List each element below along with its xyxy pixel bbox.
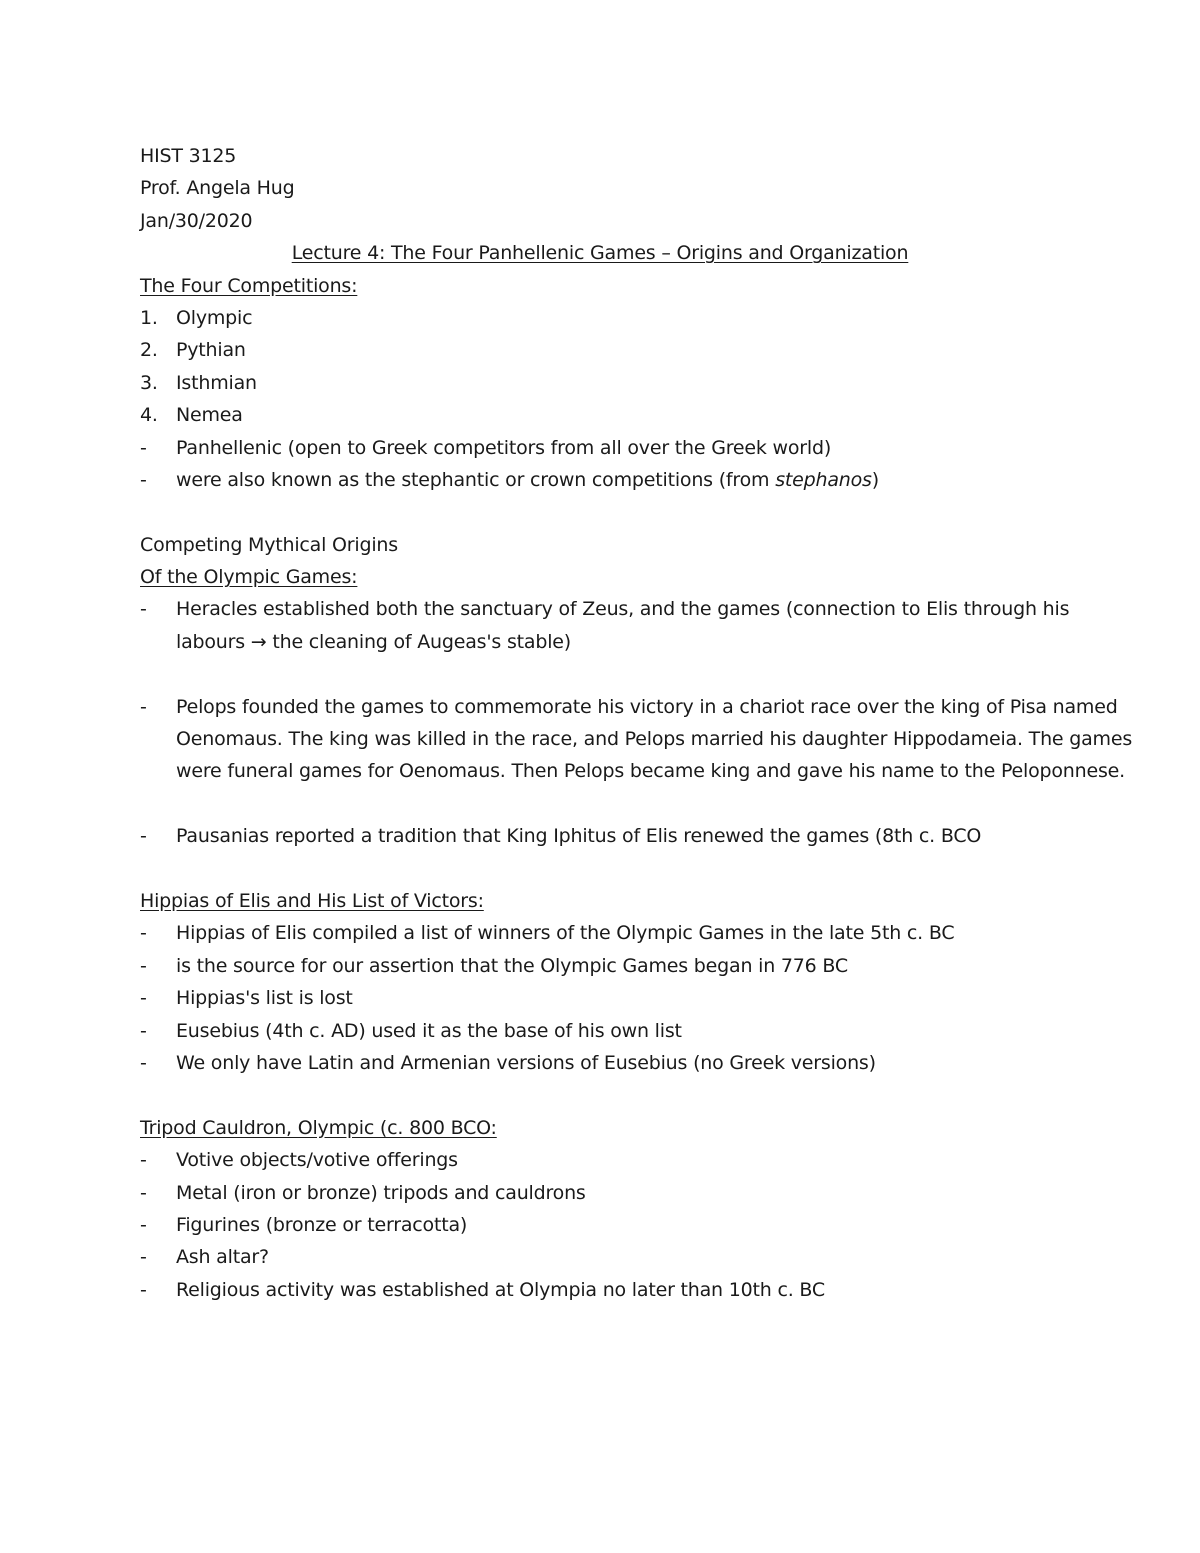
bullet-text: Hippias of Elis compiled a list of winners of the Olympic Games in the late 5th c. BC [176,922,955,945]
bullet-dash: - [140,1246,147,1269]
list-item [140,334,1060,366]
bullet-line: were funeral games for Oenomaus. Then Pelops became king and gave his name to the Peloponnese. [176,760,1126,783]
bullet-text: We only have Latin and Armenian versions of Eusebius (no Greek versions) [176,1051,876,1074]
lecture-title [140,237,1060,269]
spacer [140,853,1060,885]
bullet-dash: - [140,1278,147,1301]
bullet-item [140,1274,1060,1306]
bullet-dash: - [140,1181,147,1204]
bullet-item [140,917,1060,949]
bullet-line: Pelops founded the games to commemorate his victory in a chariot race over the king of Pisa named [176,695,1118,718]
bullet-dash: - [140,695,147,718]
tripod-heading-text: Tripod Cauldron, Olympic (c. 800 BCO: [140,1116,497,1139]
list-number: 4. [140,404,158,427]
bullet-item [140,1241,1060,1273]
bullet-dash: - [140,436,147,459]
list-item-text: Pythian [176,339,246,362]
course-code: HIST 3125 [140,145,237,167]
bullet-text-before: were also known as the stephantic or crown competitions (from [176,468,776,491]
bullet-text: Panhellenic (open to Greek competitors from all over the Greek world) [176,436,832,459]
list-item [140,302,1060,334]
bullet-dash: - [140,922,147,945]
professor-name: Prof. Angela Hug [140,177,295,200]
bullet-item [140,691,1133,788]
bullet-line: Oenomaus. The king was killed in the race, and Pelops married his daughter Hippodameia. The games [176,728,1133,751]
list-number: 2. [140,339,158,362]
four-competitions-heading-text: The Four Competitions: [140,274,358,297]
bullet-dash: - [140,987,147,1010]
bullet-text: Hippias's list is lost [176,987,353,1010]
bullet-item [140,950,1060,982]
bullet-line: Heracles established both the sanctuary of Zeus, and the games (connection to Elis through his [176,598,1070,621]
list-item [140,367,1060,399]
four-competitions-heading [140,270,1060,302]
bullet-item [140,820,1060,852]
spacer [140,788,1060,820]
list-number: 3. [140,371,158,394]
list-item [140,399,1060,431]
bullet-text: Ash altar? [176,1246,269,1269]
bullet-item [140,432,1060,464]
list-number: 1. [140,306,158,329]
bullet-line: Pausanias reported a tradition that King Iphitus of Elis renewed the games (8th c. BCO [176,825,982,848]
spacer [140,1079,1060,1111]
bullet-dash: - [140,954,147,977]
bullet-text: is the source for our assertion that the Olympic Games began in 776 BC [176,954,848,977]
bullet-item [140,1177,1060,1209]
bullet-text [176,820,1060,852]
bullet-dash: - [140,598,147,621]
list-item-text: Isthmian [176,371,257,394]
bullet-item [140,1209,1060,1241]
bullet-item [140,1144,1060,1176]
hippias-heading [140,885,1060,917]
olympic-games-subheading-text: Of the Olympic Games: [140,566,358,589]
tripod-heading [140,1112,1060,1144]
bullet-item [140,982,1060,1014]
bullet-line: labours → the cleaning of Augeas's stable) [176,630,571,653]
lecture-title-text: Lecture 4: The Four Panhellenic Games – Origins and Organization [291,242,909,265]
olympic-games-subheading [140,561,1060,593]
mythical-origins-heading: Competing Mythical Origins [140,533,398,556]
bullet-dash: - [140,1213,147,1236]
spacer [140,658,1060,690]
bullet-text [176,691,1132,788]
bullet-item [140,1015,1060,1047]
bullet-dash: - [140,1051,147,1074]
bullet-text [176,593,1069,658]
bullet-text: Religious activity was established at Olympia no later than 10th c. BC [176,1278,825,1301]
bullet-dash: - [140,1149,147,1172]
spacer [140,496,1060,528]
bullet-text: Metal (iron or bronze) tripods and cauldrons [176,1181,586,1204]
bullet-text: Eusebius (4th c. AD) used it as the base of his own list [176,1019,682,1042]
bullet-item [140,1047,1060,1079]
bullet-item [140,464,1060,496]
bullet-text [176,464,1060,496]
list-item-text: Nemea [176,404,243,427]
bullet-text-italic: stephanos [775,468,872,491]
list-item-text: Olympic [176,306,253,329]
hippias-heading-text: Hippias of Elis and His List of Victors: [140,890,484,912]
lecture-date: Jan/30/2020 [140,209,253,232]
bullet-text: Votive objects/votive offerings [176,1149,458,1172]
bullet-dash: - [140,1019,147,1042]
bullet-dash: - [140,825,147,848]
bullet-dash: - [140,468,147,491]
bullet-text-after: ) [871,468,879,491]
bullet-text: Figurines (bronze or terracotta) [176,1213,468,1236]
document-page [140,140,1133,1306]
bullet-item [140,593,1070,658]
